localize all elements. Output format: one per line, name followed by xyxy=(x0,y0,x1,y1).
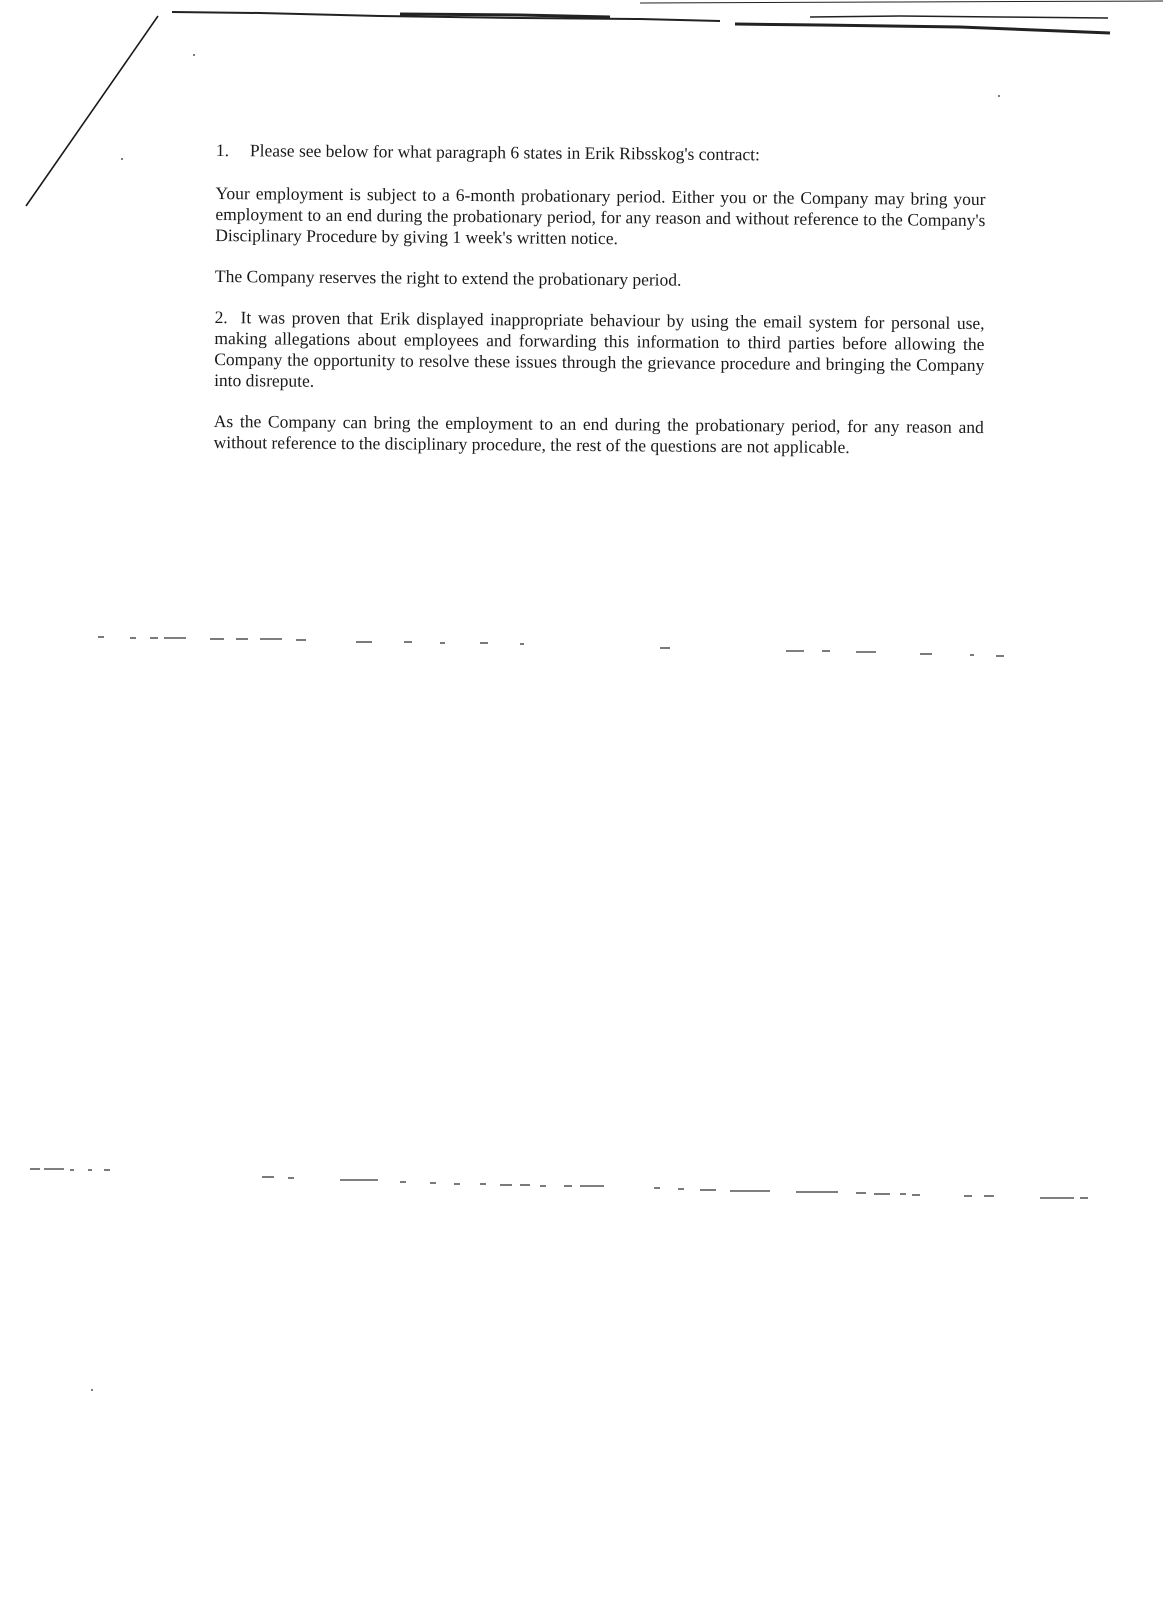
stray-speck xyxy=(91,1389,93,1391)
item-1-text: Please see below for what paragraph 6 states in Erik Ribsskog's contract: xyxy=(249,140,761,165)
diagonal-crease-line xyxy=(26,16,158,206)
stray-speck xyxy=(121,158,123,160)
closing-paragraph: As the Company can bring the employment to an end during the probationary period, for any reason and without reference to the disciplinary procedure, the rest of the questions are not applicable. xyxy=(213,410,984,457)
contract-extension-paragraph: The Company reserves the right to extend the probationary period. xyxy=(214,265,682,290)
dashed-artifact-row-2 xyxy=(30,1169,1088,1198)
stray-speck xyxy=(193,54,195,56)
item-2-text: It was proven that Erik displayed inappropriate behaviour by using the email system for personal use, making allegations about employees and forwarding this information to third parties before allowing the Company the opportunity to resolve these issues through the grievance procedure and bringing the Company into disrepute. xyxy=(214,307,985,391)
letter-body xyxy=(213,140,986,479)
item-1-number: 1. xyxy=(215,140,230,161)
contract-quote-paragraph: Your employment is subject to a 6-month probationary period. Either you or the Company may bring your employment to an end during the probationary period, for any reason and without reference to the Company's Disciplinary Procedure by giving 1 week's written notice. xyxy=(215,182,986,249)
dashed-artifact-row-1 xyxy=(98,637,1004,656)
stray-speck xyxy=(998,95,1000,97)
item-1 xyxy=(216,140,986,167)
item-2-number: 2. xyxy=(214,306,228,328)
top-edge-streaks xyxy=(172,1,1163,33)
item-2 xyxy=(214,307,985,397)
